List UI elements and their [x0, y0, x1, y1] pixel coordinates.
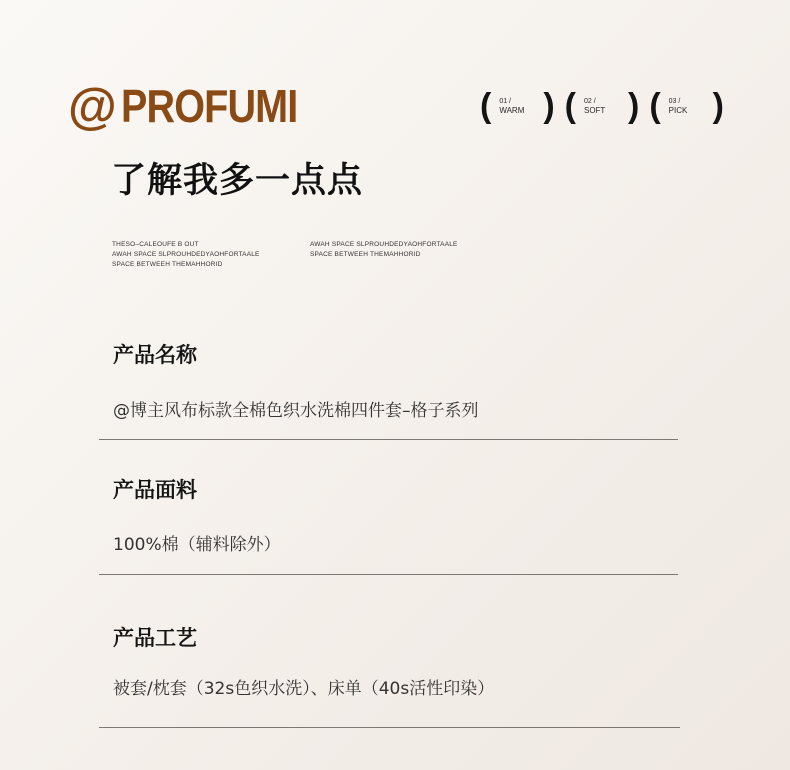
tagline-right [310, 240, 458, 260]
badge-word: WARM [499, 106, 525, 115]
section-title: 产品面料 [113, 478, 197, 502]
close-paren: ) [543, 87, 555, 125]
feature-badges [480, 86, 734, 126]
section-product-fabric [99, 475, 679, 555]
tagline-left [112, 240, 260, 270]
close-paren: ) [627, 87, 640, 125]
badge-warm [480, 86, 555, 126]
open-paren: ( [649, 87, 661, 125]
tagline-line: SPACE BETWEEH THEMAHHORID [310, 251, 421, 258]
tagline-line: AWAH SPACE SLPROUHDEDYAOHFORTAALE [112, 251, 260, 258]
tagline-line: THESO–CALEOUFE B OUT [112, 241, 199, 248]
section-divider [99, 574, 678, 575]
section-title: 产品工艺 [113, 626, 197, 650]
close-paren: ) [712, 87, 724, 125]
tagline-line: SPACE BETWEEH THEMAHHORID [112, 261, 223, 268]
brand-at-symbol: @ [68, 78, 117, 134]
open-paren: ( [564, 87, 576, 125]
badge-number: 02 / [583, 98, 596, 105]
page-headline: 了解我多一点点 [111, 161, 364, 201]
brand-name: PROFUMI [120, 80, 298, 132]
section-value: @博主风布标款全棉色织水洗棉四件套–格子系列 [113, 401, 479, 421]
badge-pick [649, 86, 724, 126]
brand-logo [68, 80, 326, 132]
badge-soft [565, 86, 640, 126]
open-paren: ( [480, 87, 492, 125]
badge-word: PICK [668, 106, 688, 115]
section-divider [99, 727, 680, 728]
section-product-craft [99, 623, 679, 699]
badge-number: 03 / [668, 98, 681, 105]
section-product-name [99, 340, 679, 421]
badge-word: SOFT [583, 106, 606, 115]
section-value: 被套/枕套（32s色织水洗）、床单（40s活性印染） [113, 679, 495, 699]
section-title: 产品名称 [113, 343, 197, 367]
section-value: 100%棉（辅料除外） [113, 535, 281, 555]
section-divider [99, 439, 678, 440]
tagline-line: AWAH SPACE SLPROUHDEDYAOHFORTAALE [310, 241, 458, 248]
badge-number: 01 / [499, 98, 512, 105]
